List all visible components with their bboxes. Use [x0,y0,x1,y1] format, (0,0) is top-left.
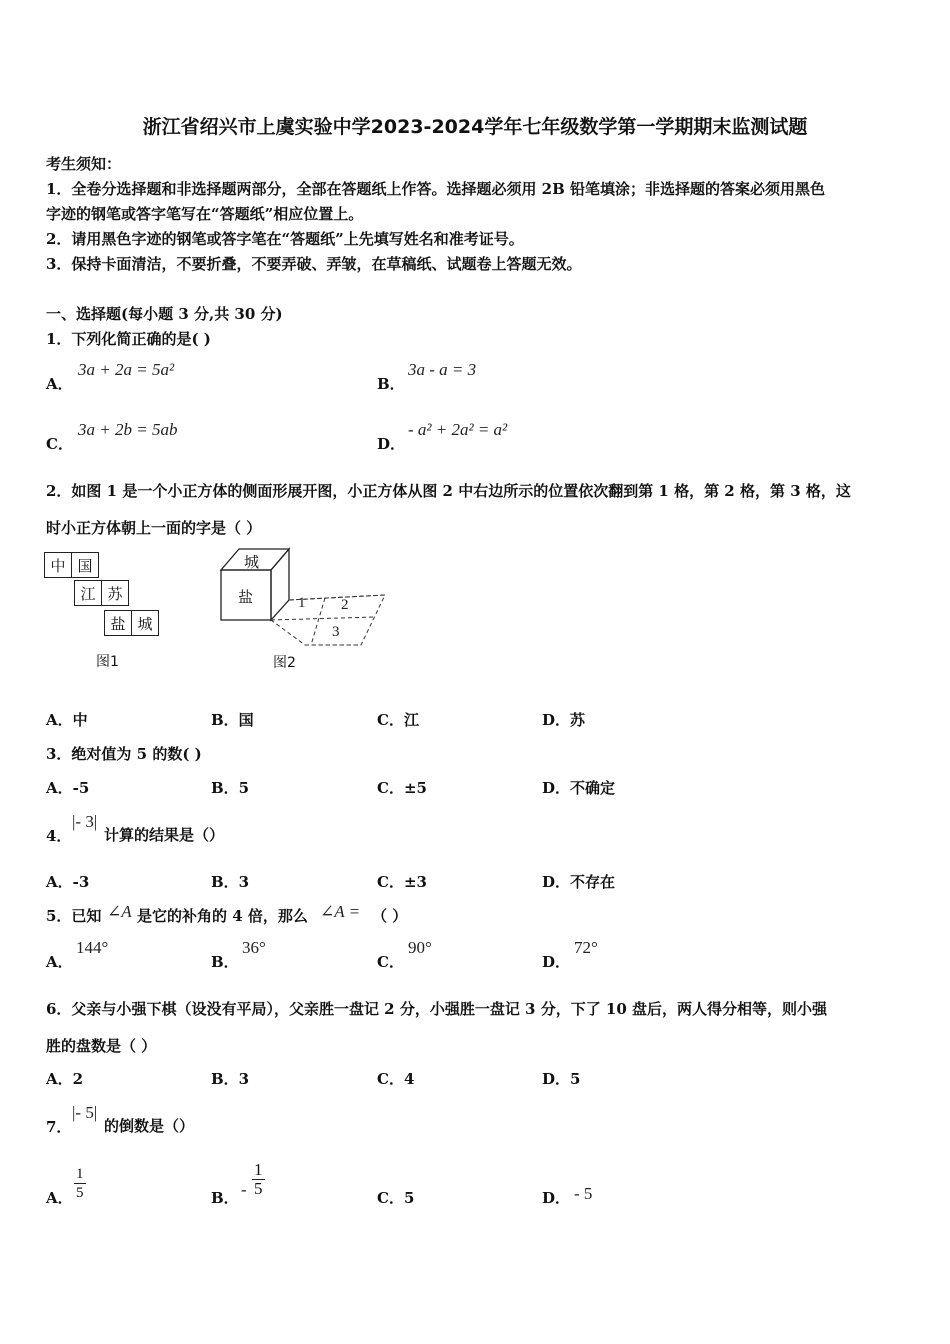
fraction-denominator: 5 [254,1179,263,1198]
q7-option-c: C．5 [377,1189,415,1207]
q6-stem-a: 6．父亲与小强下棋（设没有平局），父亲胜一盘记 2 分，小强胜一盘记 3 分，下了 10 盘后，两人得分相等，则小强 [46,1000,828,1018]
figure-1-label: 图1 [96,654,119,670]
q6-option-d: D．5 [542,1070,581,1088]
q7-stem: 的倒数是（） [104,1117,195,1135]
net-cell: 盐 [104,610,132,636]
q5-option-c: 90° [408,938,432,957]
q6-option-b: B．3 [211,1070,250,1088]
net-cell: 苏 [101,580,129,606]
q2-option-b: B．国 [211,711,254,729]
q4-option-d: D．不存在 [542,873,616,891]
q5-option-d-label: D． [542,953,571,971]
q2-option-d: D．苏 [542,711,586,729]
q6-option-c: C．4 [377,1070,415,1088]
q1-option-d: - a² + 2a² = a² [408,420,508,439]
q7-option-a-label: A． [46,1189,73,1207]
cube-front-face: 盐 [238,588,254,606]
notice-heading: 考生须知： [46,155,122,173]
q7-expression: |- 5| [72,1103,98,1122]
q4-stem: 计算的结果是（） [104,826,225,844]
fraction-numerator: 1 [254,1160,263,1179]
notice-line-1a: 1．全卷分选择题和非选择题两部分，全部在答题纸上作答。选择题必须用 2B 铅笔填涂；非选择题的答案必须用黑色 [46,180,826,198]
figure-2-label: 图2 [273,655,296,671]
q1-option-a: 3a + 2a = 5a² [78,360,175,379]
q7-option-a-fraction [74,1165,86,1202]
q1-option-a-label: A． [46,375,73,393]
net-cell: 中 [44,552,72,578]
q5-stem-b: 是它的补角的 4 倍，那么 [137,907,308,925]
q5-option-b: 36° [242,938,266,957]
q5-option-b-label: B． [211,953,239,971]
grid-cell-2: 2 [341,597,349,613]
q5-stem-a: 5．已知 [46,907,102,925]
q5-stem-c: （ ） [372,907,408,925]
q5-option-a: 144° [76,938,109,957]
notice-line-1b: 字迹的钢笔或答字笔写在“答题纸”相应位置上。 [46,205,364,223]
q2-option-a: A．中 [46,711,88,729]
q3-stem: 3．绝对值为 5 的数( ) [46,745,202,763]
q3-option-a: A．-5 [46,779,90,797]
q3-option-b: B．5 [211,779,250,797]
q2-stem-a: 2．如图 1 是一个小正方体的侧面形展开图，小正方体从图 2 中右边所示的位置依次翻到第 1 格，第 2 格，第 3 格，这 [46,482,851,500]
fraction-numerator: 1 [76,1166,84,1182]
q2-stem-b: 时小正方体朝上一面的字是（ ） [46,519,262,537]
page-title: 浙江省绍兴市上虞实验中学2023-2024学年七年级数学第一学期期末监测试题 [142,116,808,138]
grid-cell-3: 3 [332,624,340,640]
net-cell: 国 [71,552,99,578]
q1-stem: 1．下列化简正确的是( ) [46,330,211,348]
q1-option-c-label: C． [46,435,73,453]
q6-stem-b: 胜的盘数是（ ） [46,1037,157,1055]
q1-option-c: 3a + 2b = 5ab [78,420,178,439]
q6-option-a: A．2 [46,1070,84,1088]
q1-option-b: 3a - a = 3 [408,360,477,379]
q4-option-b: B．3 [211,873,250,891]
q7-option-b-sign: - [241,1180,247,1199]
q5-option-a-label: A． [46,953,73,971]
q7-option-b-fraction [252,1161,265,1198]
q5-option-c-label: C． [377,953,404,971]
q4-option-a: A．-3 [46,873,90,891]
fraction-denominator: 5 [76,1185,84,1201]
q7-option-d: - 5 [574,1184,593,1203]
q1-option-d-label: D． [377,435,406,453]
q5-option-d: 72° [574,938,598,957]
section-heading: 一、选择题(每小题 3 分,共 30 分) [46,305,283,323]
q1-option-b-label: B． [377,375,405,393]
q3-option-d: D．不确定 [542,779,616,797]
notice-line-3: 3．保持卡面清洁，不要折叠，不要弄破、弄皱，在草稿纸、试题卷上答题无效。 [46,255,582,273]
figure-1-net [44,552,174,642]
net-cell: 江 [74,580,102,606]
q7-option-d-label: D． [542,1189,571,1207]
grid-cell-1: 1 [298,595,306,611]
q4-number: 4． [46,827,72,845]
q7-number: 7． [46,1118,72,1136]
q5-angle: ∠A [107,902,132,921]
q3-option-c: C．±5 [377,779,427,797]
q2-option-c: C．江 [377,711,419,729]
q5-angle-eq: ∠A = [320,902,361,921]
notice-line-2: 2．请用黑色字迹的钢笔或答字笔在“答题纸”上先填写姓名和准考证号。 [46,230,524,248]
q7-option-b-label: B． [211,1189,239,1207]
q4-option-c: C．±3 [377,873,427,891]
q4-expression: |- 3| [72,812,98,831]
net-cell: 城 [131,610,159,636]
cube-top-face: 城 [244,553,260,571]
